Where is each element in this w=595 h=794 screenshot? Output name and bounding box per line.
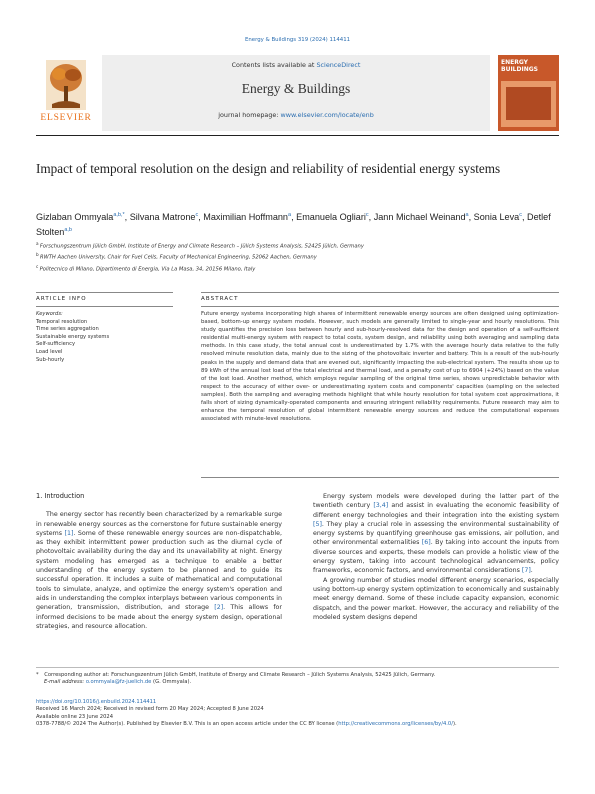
masthead-divider xyxy=(36,135,559,136)
affiliation-list xyxy=(36,240,556,274)
footnote-star: * xyxy=(36,672,39,678)
email-label: E-mail address: xyxy=(44,679,85,686)
keyword-item: Sub-hourly xyxy=(36,356,65,363)
author-affiliation-marker[interactable]: a,b,* xyxy=(113,212,125,218)
homepage-prefix: journal homepage: xyxy=(218,111,279,119)
received-dates: Received 16 March 2024; Received in revised form 20 May 2024; Accepted 8 June 2024 xyxy=(36,706,264,713)
article-info-rule-top xyxy=(36,292,173,293)
body-column-right xyxy=(313,492,559,622)
author-entry xyxy=(203,212,291,222)
abstract-rule-top xyxy=(201,292,559,293)
elsevier-tree-icon xyxy=(46,60,86,110)
keyword-list xyxy=(36,319,173,365)
author-affiliation-marker[interactable]: c xyxy=(195,212,199,218)
affiliation-text: Politecnico di Milano, Dipartimento di Energia, Via La Masa, 34, 20156 Milano, Italy xyxy=(39,266,256,273)
abstract-rule-end xyxy=(201,477,559,478)
article-info-rule-bottom xyxy=(36,306,173,307)
journal-citation[interactable]: Energy & Buildings 319 (2024) 114411 xyxy=(244,37,351,43)
affiliation-item xyxy=(36,263,556,274)
abstract-header: ABSTRACT xyxy=(201,296,239,302)
keyword-item: Temporal resolution xyxy=(36,318,88,325)
paragraph-text: A growing number of studies model different energy scenarios, especially using bottom-up energy system optimization to economically and sustainably meet energy demand. Some of these include capacity expansion, economic dispatch, and the power market. However, the accuracy and reliability of the modeled system designs depend xyxy=(313,576,559,621)
left-paragraphs xyxy=(36,510,282,631)
affiliation-marker: b xyxy=(36,252,40,258)
citation-link[interactable]: [6] xyxy=(421,539,431,547)
body-paragraph xyxy=(36,510,282,631)
keywords-block xyxy=(36,311,173,364)
keyword-item: Load level xyxy=(36,348,63,355)
affiliation-marker: c xyxy=(36,263,40,269)
journal-homepage xyxy=(102,111,490,119)
paragraph-text: . This allows for informed decisions to be made about the energy system design, operational strategies, and resource allocation. xyxy=(36,604,282,630)
homepage-link[interactable]: www.elsevier.com/locate/enb xyxy=(280,111,374,119)
author-affiliation-marker[interactable]: c xyxy=(365,212,369,218)
email-link[interactable]: o.ommyala@fz-juelich.de xyxy=(85,679,152,686)
article-title: Impact of temporal resolution on the design and reliability of residential energy systems xyxy=(36,161,501,176)
journal-name: Energy & Buildings xyxy=(241,81,351,96)
author-name[interactable]: Detlef Stolten xyxy=(36,212,551,238)
email-suffix: (G. Ommyala). xyxy=(151,679,192,686)
author-entry xyxy=(130,212,198,222)
affiliation-item xyxy=(36,251,556,262)
contents-prefix: Contents lists available at xyxy=(231,61,315,69)
author-entry xyxy=(296,212,369,222)
abstract-rule-bottom xyxy=(201,306,559,307)
available-online: Available online 23 June 2024 xyxy=(36,713,113,720)
affiliation-text: RWTH Aachen University, Chair for Fuel Cells, Faculty of Mechanical Engineering, 52062 Aachen, Germany xyxy=(40,255,317,262)
author-name[interactable]: Silvana Matrone xyxy=(129,212,196,223)
elsevier-wordmark: ELSEVIER xyxy=(40,113,92,123)
section-title: 1. Introduction xyxy=(36,492,85,500)
abstract-text: Future energy systems incorporating high shares of intermittent renewable energy sources are often designed using optimization-based, bottom-up energy system models. However, such models are generally limited to single-year and hourly resolutions. This study quantifies the precision loss between hourly and sub-hourly-resolved data for the design and operation of a self-sufficient residential multi-energy system with respect to total costs, system design, and reliability using both averaging and sampling data methods. In this case study, the total annual cost is underestimated by 1.7% with the average hourly data relative to the fully resolved minute resolution data, mainly due to the sizing of the photovoltaic inverter and battery. This is a result of the sub-hourly peaks in the supply and demand data that are evened out, significantly impacting the sub-electrical system. The results show up to 89 kWh of the annual lost load of the total electrical and thermal load, and a penalty cost of up to 6904 (+24%) based on the value of the lost load. Another method, which employs regular sampling of the original time series, shows unpredictable behavior with respect to the accuracy of either over- or underestimating system costs and components' capacities (sampling on the selected samples). Both the sampling and averaging methods highlight that while hourly resolution for total system cost approximations, it falls short of sizing dynamically-operated components and ensuring stringent reliability requirements. Future research may aim to enhance the temporal resolution of global intermittent renewable energy sources and reduce the computational expenses associated with minute-level resolutions. xyxy=(201,311,559,423)
citation-link[interactable]: [1] xyxy=(64,529,74,537)
body-paragraph xyxy=(313,576,559,622)
keywords-label: Keywords: xyxy=(36,311,63,317)
author-affiliation-marker[interactable]: a,b xyxy=(64,227,72,234)
paragraph-text: and assist in evaluating the economic feasibility of different energy technologies and their integration into the existing system xyxy=(313,502,559,519)
right-paragraphs xyxy=(313,492,559,622)
cover-title: ENERGY BUILDINGS xyxy=(501,59,538,73)
author-affiliation-marker[interactable]: a xyxy=(288,212,292,218)
footnote-rule xyxy=(36,667,559,668)
author-name[interactable]: Jann Michael Weinand xyxy=(373,212,466,223)
author-name[interactable]: Emanuela Ogliari xyxy=(296,212,366,223)
license-prefix: 0378-7788/© 2024 The Author(s). Published by Elsevier B.V. This is an open access article under the CC BY license ( xyxy=(36,721,339,728)
license-line xyxy=(36,721,559,728)
journal-cover-image[interactable] xyxy=(498,55,559,131)
author-affiliation-marker[interactable]: a xyxy=(465,212,469,218)
paragraph-text: . By taking into account the inputs from diverse sources and experts, these models can provide a holistic view of the energy system, taking into account technological advancements, policy frameworks, economic factors, and environmental considerations xyxy=(313,539,559,575)
author-name[interactable]: Sonia Leva xyxy=(473,212,520,223)
article-metadata xyxy=(36,699,559,729)
license-suffix: ). xyxy=(452,721,457,728)
article-info-header: ARTICLE INFO xyxy=(36,296,87,302)
corresponding-author-footnote xyxy=(36,672,559,687)
citation-link[interactable]: [2] xyxy=(214,604,224,612)
cover-artwork-inner xyxy=(506,87,551,120)
affiliation-marker: a xyxy=(36,241,40,246)
license-link[interactable]: http://creativecommons.org/licenses/by/4.0/ xyxy=(338,721,453,728)
author-name[interactable]: Maximilian Hoffmann xyxy=(203,212,288,223)
contents-line xyxy=(102,61,490,69)
journal-masthead xyxy=(36,55,559,132)
citation-link[interactable]: [3,4] xyxy=(373,502,389,510)
paragraph-text: . They play a crucial role in assessing the environmental sustainability of energy systems by quantifying greenhouse gas emissions, air pollution, and other environmental externalities xyxy=(313,520,559,547)
affiliation-text: Forschungszentrum Jülich GmbH, Institute of Energy and Climate Research – Jülich Systems Analysis, 52425 Jülich, Germany xyxy=(39,243,364,250)
paragraph-text: The energy sector has recently been characterized by a remarkable surge in renewable energy sources as the cornerstone for future sustainable energy systems xyxy=(36,511,282,537)
author-name[interactable]: Gizlaban Ommyala xyxy=(36,212,114,223)
paragraph-text: Energy system models were developed during the latter part of the twentieth century xyxy=(313,493,559,510)
citation-link[interactable]: [7] xyxy=(521,567,531,575)
citation-link[interactable]: [5] xyxy=(313,520,322,528)
paragraph-text: . xyxy=(530,567,533,575)
author-entry xyxy=(374,212,469,222)
paragraph-text: . Some of these renewable energy sources are non-dispatchable, as they exhibit intermittent power production such as the diurnal cycle of photovoltaic availability during the day and its unavailability at night. Energy system modeling has emerged as a technique to enable a better understanding of the energy system to be planned and to guide its successful operation. It includes a suite of mathematical and computational tools to simulate, analyze, and optimize the energy system's operation and aids in understanding the complex interplays between various components in generation, transmission, distribution, and storage xyxy=(36,529,282,612)
keyword-item: Self-sufficiency xyxy=(36,341,76,348)
publisher-logo[interactable] xyxy=(36,55,96,131)
body-paragraph xyxy=(313,492,559,576)
author-entry xyxy=(36,212,125,222)
body-column-left xyxy=(36,492,282,631)
author-affiliation-marker[interactable]: c xyxy=(519,212,522,218)
affiliation-item xyxy=(36,240,556,251)
sciencedirect-link[interactable]: ScienceDirect xyxy=(316,61,361,69)
footnote-text: Corresponding author at: Forschungszentrum Jülich GmbH, Institute of Energy and Climate Research – Jülich Systems Analysis, 52425 Jülich, Germany. xyxy=(44,672,436,678)
author-list: Gizlaban Ommyala$^{a,b,*}$, Silvana Matrone$^c$, Maximilian Hoffmann$^a$, Emanuela Ogliari$^c$, Jann Michael Weinand$^a$, Sonia Leva$^c$, Detlef Stolten$^{a,b}$ xyxy=(36,212,551,238)
doi-link[interactable]: https://doi.org/10.1016/j.enbuild.2024.114411 xyxy=(36,699,157,705)
author-entry xyxy=(474,212,522,222)
keyword-item: Time series aggregation xyxy=(36,326,99,333)
keyword-item: Sustainable energy systems xyxy=(36,333,110,340)
journal-info-box xyxy=(102,55,490,131)
